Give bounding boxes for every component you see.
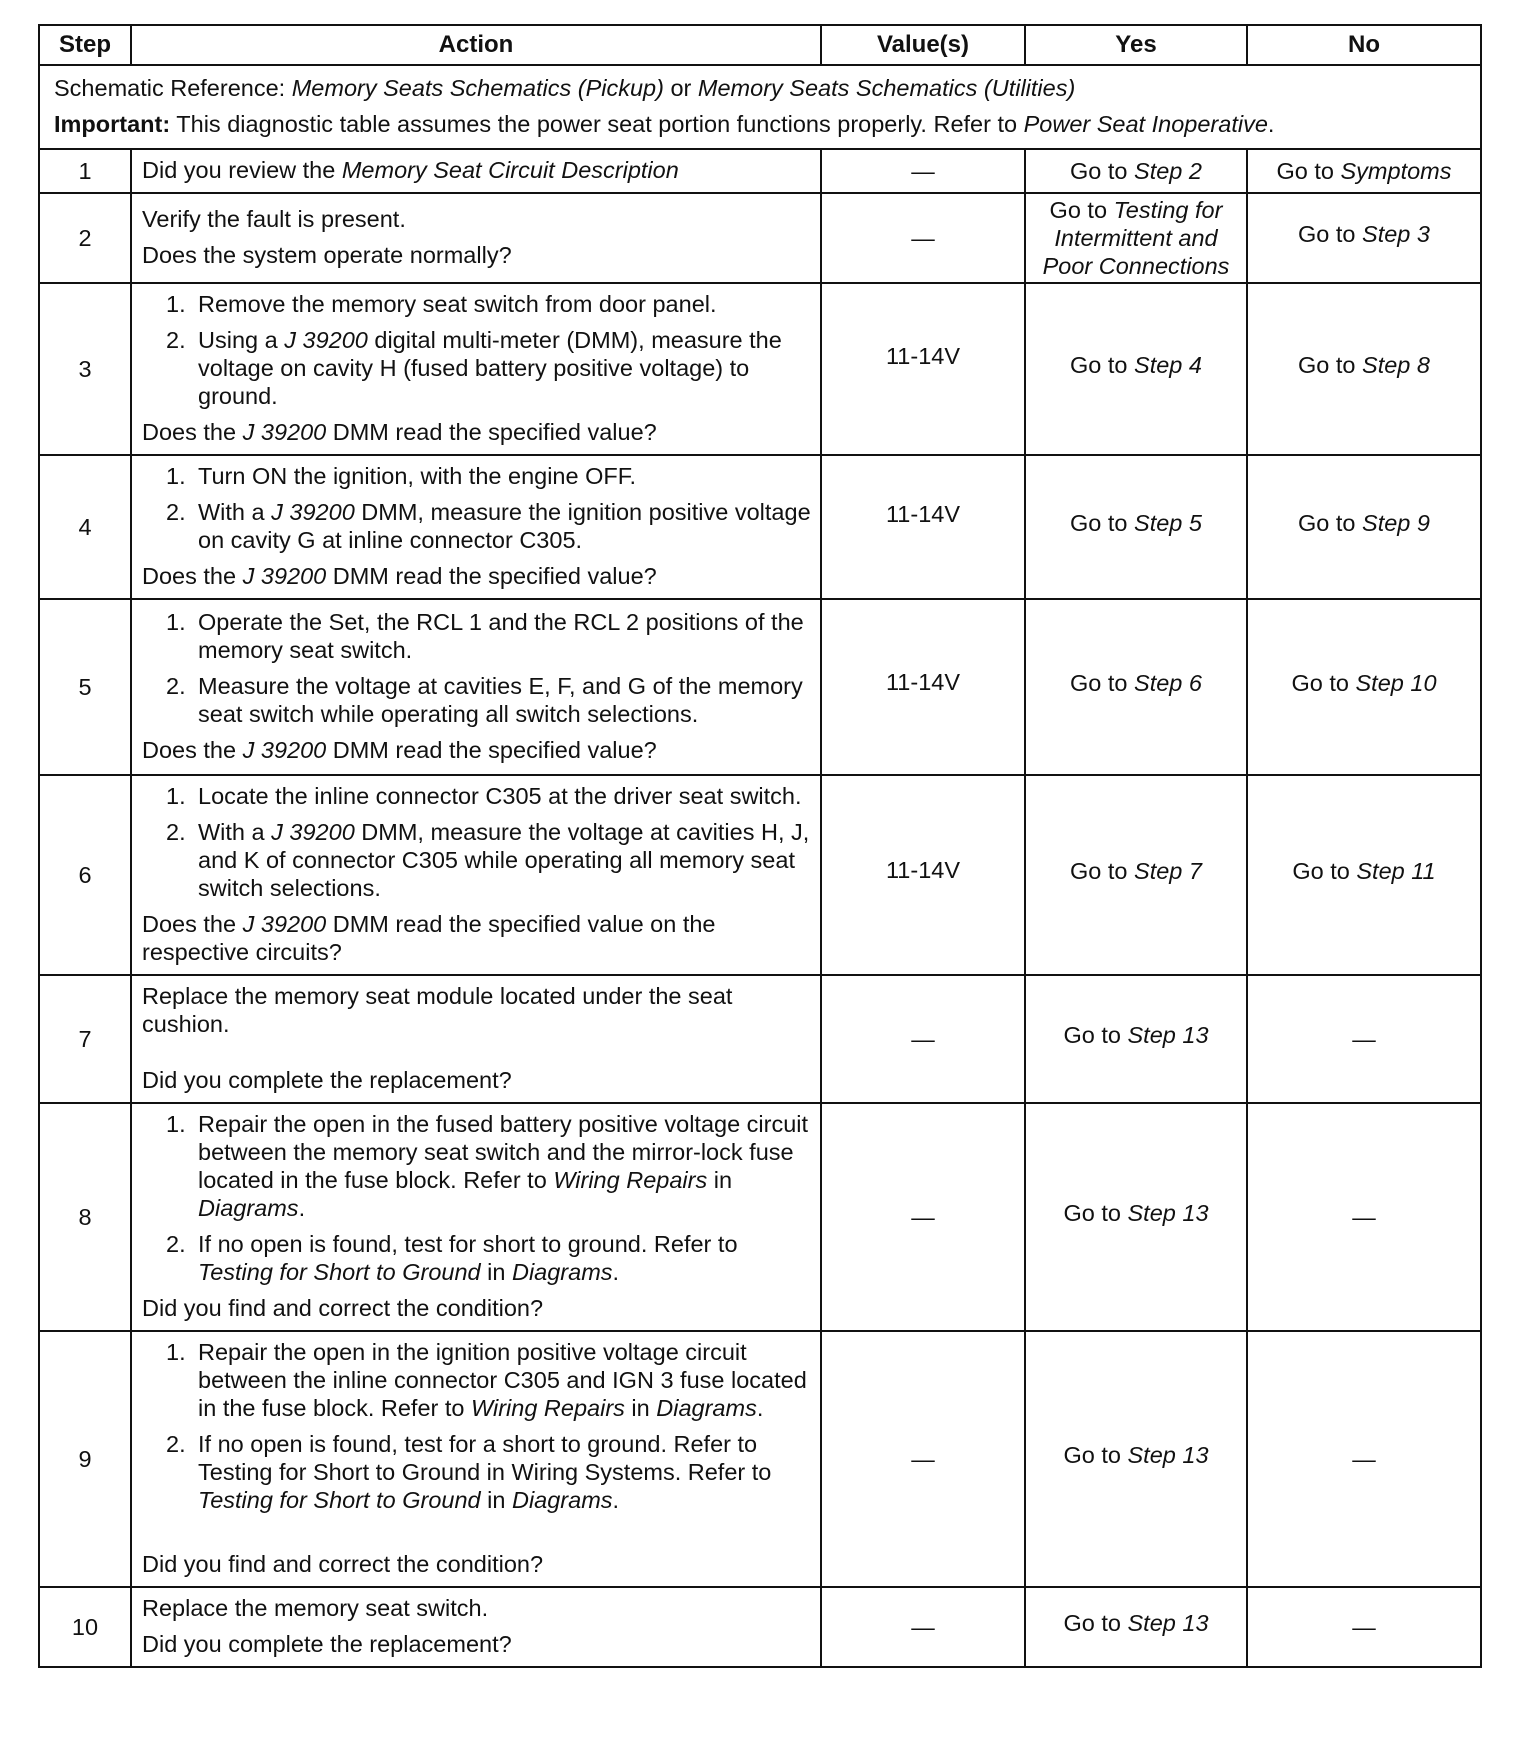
value-cell: —	[821, 193, 1025, 283]
list-item: 1. Remove the memory seat switch from door panel.	[166, 291, 717, 317]
notes-row	[39, 65, 1481, 149]
yes-cell[interactable]: Go to Step 5	[1025, 455, 1247, 599]
question: Does the system operate normally?	[142, 242, 512, 268]
value-cell: —	[821, 1331, 1025, 1587]
table-row	[39, 283, 1481, 455]
question: Does the J 39200 DMM read the specified value?	[142, 737, 657, 763]
schematic-reference: Schematic Reference: Memory Seats Schematics (Pickup) or Memory Seats Schematics (Utilities)	[54, 75, 1076, 101]
schematic-ref-utilities[interactable]: Memory Seats Schematics (Utilities)	[697, 75, 1076, 101]
list-item: 2. Using a J 39200 digital multi-meter (DMM), measure the voltage on cavity H (fused battery positive voltage) to ground.	[166, 327, 782, 409]
header-step: Step	[39, 25, 131, 65]
no-cell: —	[1247, 975, 1481, 1103]
value-cell: 11-14V	[821, 283, 1025, 455]
no-cell[interactable]: Go to Step 9	[1247, 455, 1481, 599]
step-number: 10	[39, 1587, 131, 1667]
diagnostic-table	[38, 24, 1482, 1668]
list-item: 1. Turn ON the ignition, with the engine OFF.	[166, 463, 637, 489]
important-note: Important: This diagnostic table assumes the power seat portion functions properly. Refer to Power Seat Inoperative.	[54, 111, 1275, 137]
question: Does the J 39200 DMM read the specified value?	[142, 419, 657, 445]
header-action: Action	[131, 25, 821, 65]
yes-cell[interactable]: Go to Step 13	[1025, 1587, 1247, 1667]
action-cell	[131, 1103, 821, 1331]
question: Does the J 39200 DMM read the specified value on the respective circuits?	[142, 911, 716, 965]
header-row	[39, 25, 1481, 65]
instruction-list	[142, 1338, 812, 1514]
list-item: 2. With a J 39200 DMM, measure the voltage at cavities H, J, and K of connector C305 while operating all memory seat switch selections.	[166, 819, 810, 901]
circuit-description-ref[interactable]: Memory Seat Circuit Description	[341, 157, 679, 183]
yes-cell[interactable]: Go to Step 6	[1025, 599, 1247, 775]
header-yes: Yes	[1025, 25, 1247, 65]
question: Did you complete the replacement?	[142, 1631, 512, 1657]
table-row	[39, 1103, 1481, 1331]
list-item: 1. Repair the open in the fused battery positive voltage circuit between the memory seat switch and the mirror-lock fuse located in the fuse block. Refer to Wiring Repairs in Diagrams.	[166, 1111, 809, 1221]
value-cell: 11-14V	[821, 455, 1025, 599]
value-cell: —	[821, 149, 1025, 193]
step-number: 4	[39, 455, 131, 599]
value-cell: —	[821, 975, 1025, 1103]
value-cell: —	[821, 1103, 1025, 1331]
no-cell[interactable]: Go to Step 8	[1247, 283, 1481, 455]
notes-cell	[39, 65, 1481, 149]
step-number: 1	[39, 149, 131, 193]
yes-cell[interactable]: Go to Step 2	[1025, 149, 1247, 193]
no-cell[interactable]: Go to Step 10	[1247, 599, 1481, 775]
value-cell: 11-14V	[821, 599, 1025, 775]
yes-cell[interactable]: Go to Step 7	[1025, 775, 1247, 975]
instruction-list	[142, 290, 812, 410]
no-cell: —	[1247, 1587, 1481, 1667]
action-cell: Replace the memory seat switch. Did you complete the replacement?	[131, 1587, 821, 1667]
step-number: 5	[39, 599, 131, 775]
question: Did you find and correct the condition?	[142, 1551, 544, 1577]
table-row	[39, 1331, 1481, 1587]
action-cell: Replace the memory seat module located under the seat cushion. Did you complete the replacement?	[131, 975, 821, 1103]
header-no: No	[1247, 25, 1481, 65]
list-item: 2. With a J 39200 DMM, measure the ignition positive voltage on cavity G at inline connector C305.	[166, 499, 811, 553]
power-seat-inoperative-ref[interactable]: Power Seat Inoperative	[1023, 111, 1268, 137]
no-cell[interactable]: Go to Step 3	[1247, 193, 1481, 283]
list-item: 1. Locate the inline connector C305 at the driver seat switch.	[166, 783, 802, 809]
no-cell[interactable]: Go to Symptoms	[1247, 149, 1481, 193]
yes-cell[interactable]: Go to Step 4	[1025, 283, 1247, 455]
step-number: 3	[39, 283, 131, 455]
question: Did you complete the replacement?	[142, 1067, 512, 1093]
question: Does the J 39200 DMM read the specified value?	[142, 563, 657, 589]
step-number: 8	[39, 1103, 131, 1331]
step-number: 7	[39, 975, 131, 1103]
step-number: 9	[39, 1331, 131, 1587]
table-row	[39, 599, 1481, 775]
yes-cell[interactable]: Go to Step 13	[1025, 1331, 1247, 1587]
yes-cell[interactable]: Go to Step 13	[1025, 975, 1247, 1103]
list-item: 2. If no open is found, test for a short to ground. Refer to Testing for Short to Ground in Wiring Systems. Refer to Testing for Short to Ground in Diagrams.	[166, 1431, 772, 1513]
action-cell	[131, 599, 821, 775]
table-row	[39, 149, 1481, 193]
table-row	[39, 193, 1481, 283]
value-cell: 11-14V	[821, 775, 1025, 975]
yes-cell[interactable]: Go to Step 13	[1025, 1103, 1247, 1331]
schematic-ref-pickup[interactable]: Memory Seats Schematics (Pickup)	[291, 75, 664, 101]
list-item: 1. Repair the open in the ignition positive voltage circuit between the inline connector C305 and IGN 3 fuse located in the fuse block. Refer to Wiring Repairs in Diagrams.	[166, 1339, 807, 1421]
instruction-list	[142, 608, 812, 728]
table-row	[39, 455, 1481, 599]
no-cell[interactable]: Go to Step 11	[1247, 775, 1481, 975]
table-row	[39, 1587, 1481, 1667]
no-cell: —	[1247, 1331, 1481, 1587]
action-cell	[131, 775, 821, 975]
question: Did you find and correct the condition?	[142, 1295, 544, 1321]
header-values: Value(s)	[821, 25, 1025, 65]
action-cell	[131, 455, 821, 599]
table-row	[39, 975, 1481, 1103]
action-cell	[131, 1331, 821, 1587]
step-number: 6	[39, 775, 131, 975]
table-row	[39, 775, 1481, 975]
action-cell: Did you review the Memory Seat Circuit Description	[131, 149, 821, 193]
list-item: 1. Operate the Set, the RCL 1 and the RCL 2 positions of the memory seat switch.	[166, 609, 804, 663]
action-cell	[131, 283, 821, 455]
instruction-list	[142, 462, 812, 554]
no-cell: —	[1247, 1103, 1481, 1331]
value-cell: —	[821, 1587, 1025, 1667]
list-item: 2. If no open is found, test for short to ground. Refer to Testing for Short to Ground in Diagrams.	[166, 1231, 738, 1285]
step-number: 2	[39, 193, 131, 283]
list-item: 2. Measure the voltage at cavities E, F, and G of the memory seat switch while operating all switch selections.	[166, 673, 803, 727]
instruction-list	[142, 782, 812, 902]
action-cell: Verify the fault is present. Does the system operate normally?	[131, 193, 821, 283]
instruction-list	[142, 1110, 812, 1286]
yes-cell[interactable]: Go to Testing for Intermittent and Poor Connections	[1025, 193, 1247, 283]
